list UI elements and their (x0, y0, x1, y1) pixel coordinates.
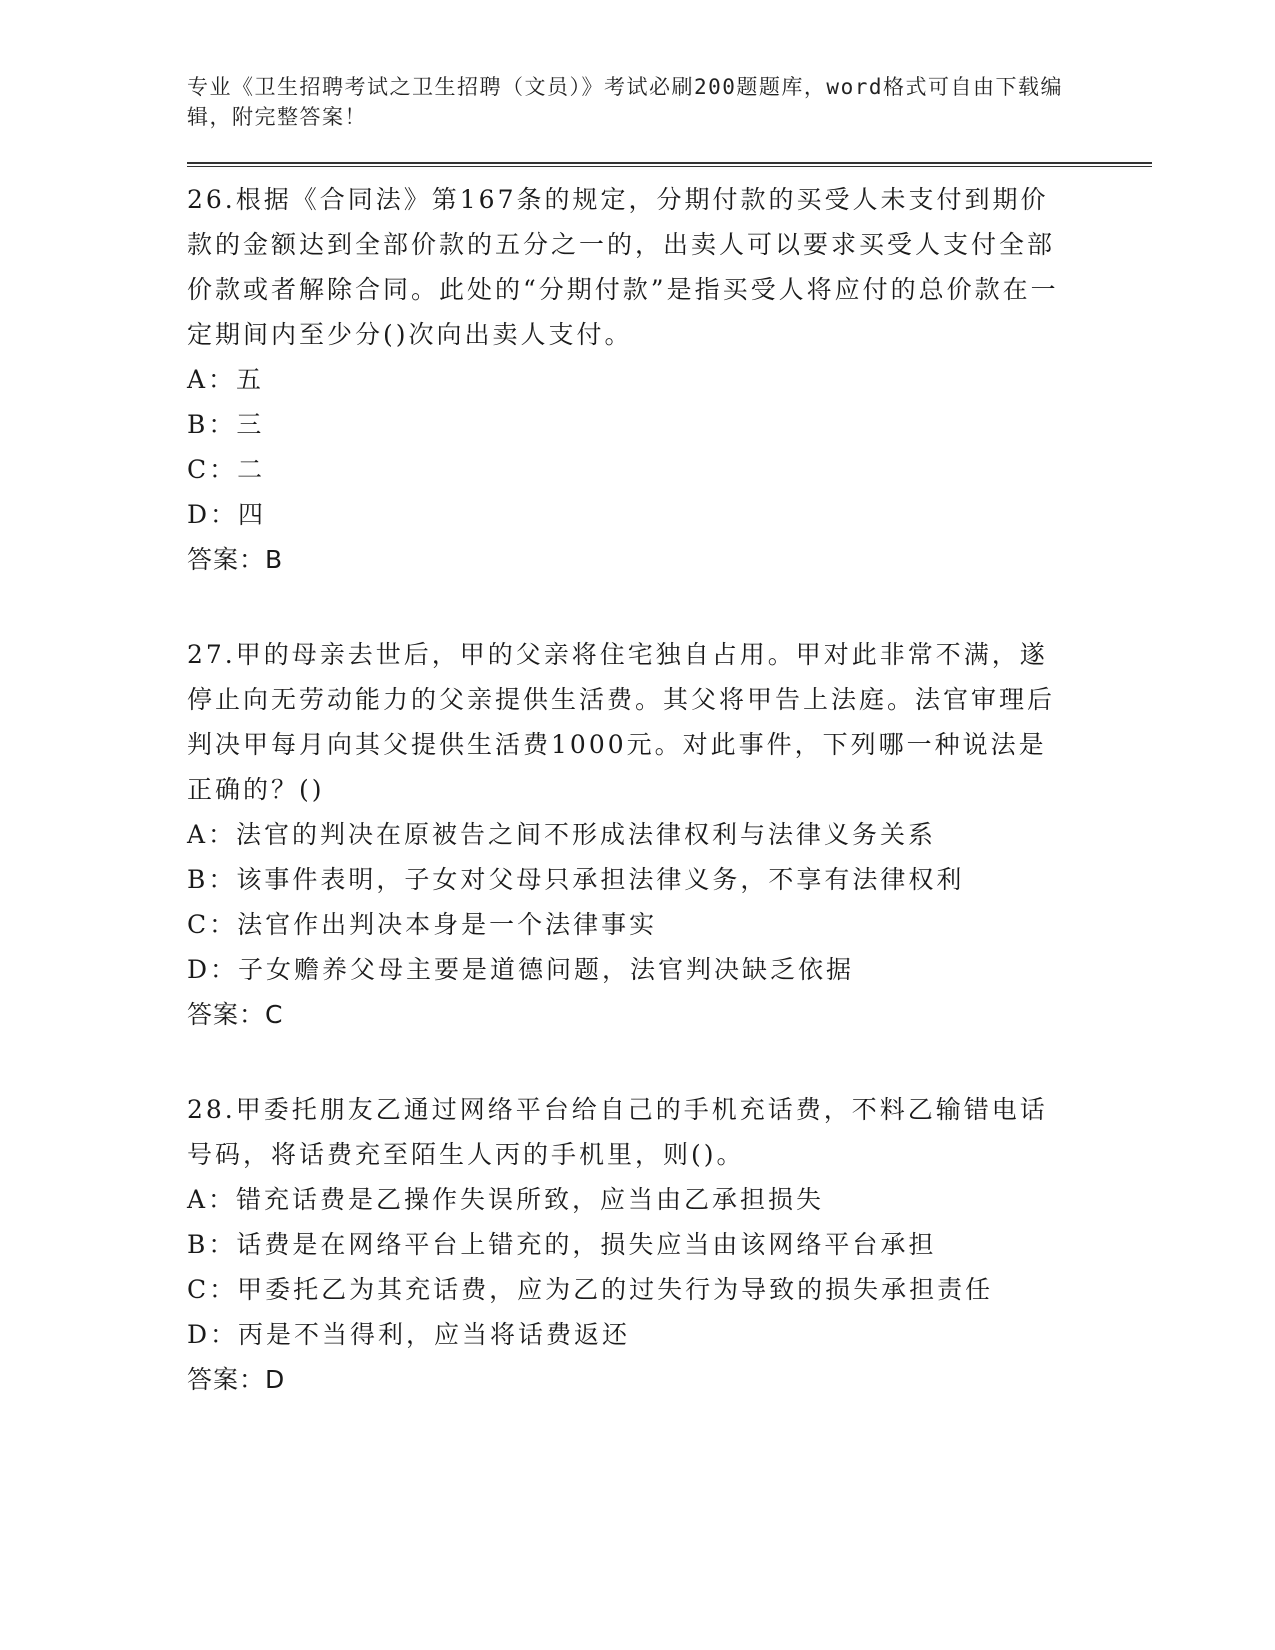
question-27 (187, 632, 1152, 1037)
question-text: 26.根据《合同法》第167条的规定，分期付款的买受人未支付到期价款的金额达到全部价款的五分之一的，出卖人可以要求买受人支付全部价款或者解除合同。此处的“分期付款”是指买受人将应付的总价款在一定期间内至少分()次向出卖人支付。 (187, 185, 1059, 349)
option-b: B：话费是在网络平台上错充的，损失应当由该网络平台承担 (187, 1230, 937, 1259)
option-a: A：错充话费是乙操作失误所致，应当由乙承担损失 (187, 1185, 825, 1214)
option-c: C：甲委托乙为其充话费，应为乙的过失行为导致的损失承担责任 (187, 1275, 994, 1304)
answer-line: 答案：D (187, 1365, 286, 1394)
option-b: B：三 (187, 410, 265, 439)
option-d: D：丙是不当得利，应当将话费返还 (187, 1320, 631, 1349)
header-divider (187, 162, 1152, 167)
option-d: D：四 (187, 500, 267, 529)
option-a: A：五 (187, 365, 265, 394)
document-page (187, 72, 1152, 1452)
option-c: C：二 (187, 455, 266, 484)
question-text: 27.甲的母亲去世后，甲的父亲将住宅独自占用。甲对此非常不满，遂停止向无劳动能力的父亲提供生活费。其父将甲告上法庭。法官审理后判决甲每月向其父提供生活费1000元。对此事件，下列哪一种说法是正确的？() (187, 640, 1056, 804)
document-header: 专业《卫生招聘考试之卫生招聘（文员）》考试必刷200题题库，word格式可自由下载编辑，附完整答案！ (187, 75, 1063, 129)
answer-line: 答案：B (187, 545, 284, 574)
option-b: B：该事件表明，子女对父母只承担法律义务，不享有法律权利 (187, 865, 965, 894)
question-text: 28.甲委托朋友乙通过网络平台给自己的手机充话费，不料乙输错电话号码，将话费充至陌生人丙的手机里，则()。 (187, 1095, 1048, 1169)
question-28 (187, 1087, 1152, 1402)
answer-line: 答案：C (187, 1000, 284, 1029)
question-list (187, 177, 1152, 1402)
option-d: D：子女赡养父母主要是道德问题，法官判决缺乏依据 (187, 955, 855, 984)
option-a: A：法官的判决在原被告之间不形成法律权利与法律义务关系 (187, 820, 937, 849)
option-c: C：法官作出判决本身是一个法律事实 (187, 910, 658, 939)
question-26 (187, 177, 1152, 582)
